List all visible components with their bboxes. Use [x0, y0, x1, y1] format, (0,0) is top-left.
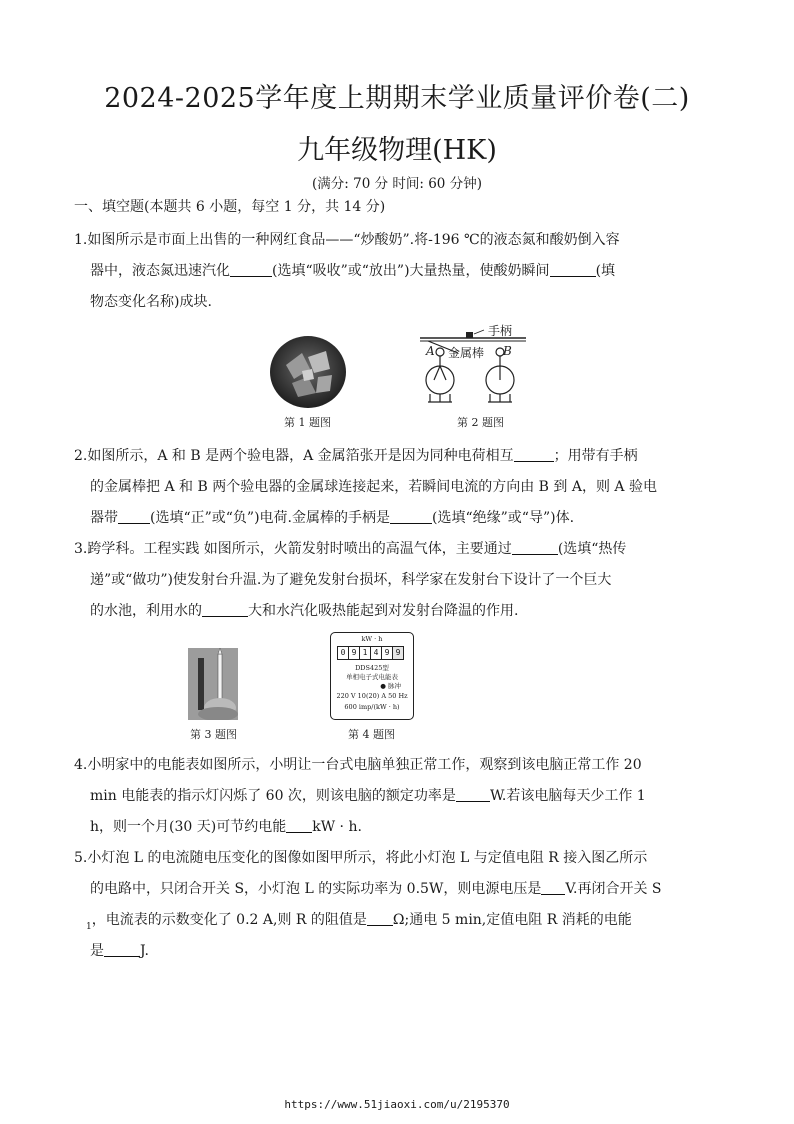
meter-digit: 9: [381, 646, 393, 660]
electroscope-a-label: A: [426, 344, 435, 358]
answer-blank[interactable]: [512, 540, 558, 555]
meter-pulse: ● 脉冲: [380, 682, 401, 690]
answer-blank[interactable]: [230, 262, 272, 277]
q5-line2: 的电路中，只闭合开关 S，小灯泡 L 的实际功率为 0.5W，则电源电压是 V.再闭合开关 S: [90, 881, 662, 897]
meter-digit: 0: [337, 646, 349, 660]
rod-label: 金属棒: [448, 346, 485, 360]
answer-blank[interactable]: [390, 509, 432, 524]
answer-blank[interactable]: [286, 818, 312, 833]
figure1-caption: 第 1 题图: [284, 416, 331, 429]
answer-blank[interactable]: [367, 911, 393, 926]
exam-meta: (满分: 70 分 时间: 60 分钟): [312, 176, 482, 192]
rocket-launch-photo: [188, 648, 238, 720]
meter-model: DDS425型: [355, 664, 389, 672]
q5-line4: 是 J.: [90, 943, 149, 959]
meter-reading: [337, 646, 403, 660]
meter-name: 单相电子式电能表: [346, 673, 398, 681]
answer-blank[interactable]: [456, 787, 490, 802]
section-heading: 一、填空题(本题共 6 小题，每空 1 分，共 14 分): [74, 199, 386, 215]
meter-unit: kW · h: [361, 635, 383, 643]
q1-line3: 物态变化名称)成块.: [90, 294, 212, 310]
electroscopes-diagram: [418, 322, 536, 412]
paper-subtitle: 九年级物理(HK): [297, 135, 497, 166]
electric-meter: [330, 632, 414, 720]
answer-blank[interactable]: [104, 942, 140, 957]
handle-label: 手柄: [488, 324, 513, 338]
q4-line2: min 电能表的指示灯闪烁了 60 次，则该电脑的额定功率是 W.若该电脑每天少工作 1: [90, 788, 646, 804]
meter-digit: 1: [359, 646, 371, 660]
answer-blank[interactable]: [202, 602, 248, 617]
meter-digit: 4: [370, 646, 382, 660]
q2-line1: 2.如图所示，A 和 B 是两个验电器，A 金属箔张开是因为同种电荷相互 ；用带有手柄: [74, 448, 638, 464]
answer-blank[interactable]: [550, 262, 596, 277]
answer-blank[interactable]: [514, 447, 554, 462]
q1-line2: 器中，液态氮迅速汽化 (选填“吸收”或“放出”)大量热量，使酸奶瞬间 (填: [90, 263, 616, 279]
figure2-caption: 第 2 题图: [457, 416, 504, 429]
answer-blank[interactable]: [118, 509, 150, 524]
q2-line2: 的金属棒把 A 和 B 两个验电器的金属球连接起来，若瞬间电流的方向由 B 到 A，则 A 验电: [90, 479, 657, 495]
electroscope-b-label: B: [503, 344, 512, 358]
q3-line2: 递”或“做功”)使发射台升温.为了避免发射台损坏，科学家在发射台下设计了一个巨大: [90, 572, 612, 588]
figure3-caption: 第 3 题图: [190, 728, 237, 741]
meter-digit-decimal: 9: [392, 646, 404, 660]
q5-line1: 5.小灯泡 L 的电流随电压变化的图像如图甲所示，将此小灯泡 L 与定值电阻 R 接入图乙所示: [74, 850, 648, 866]
meter-digit: 9: [348, 646, 360, 660]
q1-line1: 1.如图所示是市面上出售的一种网红食品——“炒酸奶”.将-196 ℃的液态氮和酸奶倒入容: [74, 232, 620, 248]
paper-title: 2024-2025学年度上期期末学业质量评价卷(二): [104, 83, 690, 114]
answer-blank[interactable]: [541, 880, 565, 895]
q3-line3: 的水池，利用水的 大和水汽化吸热能起到对发射台降温的作用.: [90, 603, 519, 619]
q4-line3: h，则一个月(30 天)可节约电能 kW · h.: [90, 819, 362, 835]
q5-line3: $_1$，电流表的示数变化了 0.2 A,则 R 的阻值是 Ω;通电 5 min,定值电阻 R 消耗的电能: [86, 912, 632, 932]
q2-line3: 器带 (选填“正”或“负”)电荷.金属棒的手柄是 (选填“绝缘”或“导”)体.: [90, 510, 575, 526]
footer-url[interactable]: https://www.51jiaoxi.com/u/2195370: [284, 1098, 510, 1111]
meter-spec: 220 V 10(20) A 50 Hz: [336, 692, 408, 700]
q4-line1: 4.小明家中的电能表如图所示，小明让一台式电脑单独正常工作，观察到该电脑正常工作 20: [74, 757, 642, 773]
meter-imp: 600 imp/(kW · h): [344, 703, 400, 711]
fried-yogurt-photo: [268, 335, 348, 410]
q3-line1: 3.跨学科。工程实践 如图所示，火箭发射时喷出的高温气体，主要通过 (选填“热传: [74, 541, 627, 557]
figure4-caption: 第 4 题图: [348, 728, 395, 741]
